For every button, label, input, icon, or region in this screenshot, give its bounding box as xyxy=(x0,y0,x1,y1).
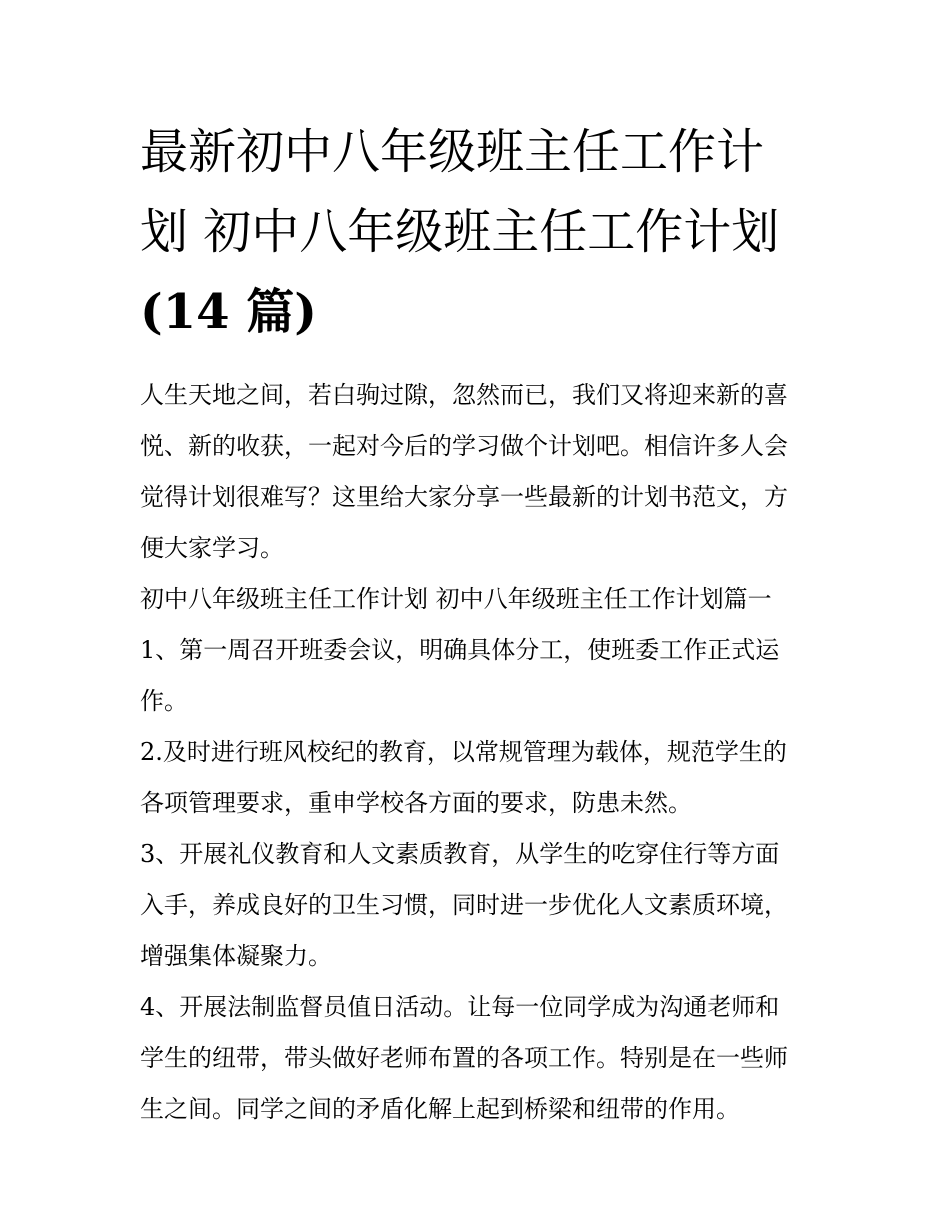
intro-paragraph xyxy=(140,370,820,574)
document-body xyxy=(140,370,820,1135)
text-line: 3、开展礼仪教育和人文素质教育，从学生的吃穿住行等方面 xyxy=(140,840,780,868)
text-line: 入手，养成良好的卫生习惯，同时进一步优化人文素质环境， xyxy=(140,891,788,919)
title-line: (14 篇) xyxy=(140,284,317,340)
text-line: 生之间。同学之间的矛盾化解上起到桥梁和纽带的作用。 xyxy=(140,1095,740,1123)
text-line: 人生天地之间，若白驹过隙，忽然而已，我们又将迎来新的喜 xyxy=(140,381,788,409)
text-line: 觉得计划很难写？这里给大家分享一些最新的计划书范文，方 xyxy=(140,483,788,511)
text-line: 2.及时进行班风校纪的教育，以常规管理为载体，规范学生的 xyxy=(140,738,787,766)
text-line: 便大家学习。 xyxy=(140,534,284,562)
document-title xyxy=(140,112,820,352)
list-item-2 xyxy=(140,727,820,829)
list-item-1 xyxy=(140,625,820,727)
list-item-3 xyxy=(140,829,820,982)
text-line: 各项管理要求，重申学校各方面的要求，防患未然。 xyxy=(140,789,692,817)
document-content xyxy=(140,112,820,1135)
text-line: 1、第一周召开班委会议，明确具体分工，使班委工作正式运 xyxy=(140,636,780,664)
title-line: 最新初中八年级班主任工作计 xyxy=(140,124,765,180)
text-line: 4、开展法制监督员值日活动。让每一位同学成为沟通老师和 xyxy=(140,993,780,1021)
text-line: 作。 xyxy=(140,687,188,715)
text-line: 学生的纽带，带头做好老师布置的各项工作。特别是在一些师 xyxy=(140,1044,788,1072)
text-line: 初中八年级班主任工作计划 初中八年级班主任工作计划篇一 xyxy=(140,585,772,613)
list-item-4 xyxy=(140,982,820,1135)
text-line: 悦、新的收获，一起对今后的学习做个计划吧。相信许多人会 xyxy=(140,432,788,460)
section-heading xyxy=(140,574,820,625)
text-line: 增强集体凝聚力。 xyxy=(140,942,332,970)
title-line: 划 初中八年级班主任工作计划 xyxy=(140,204,780,260)
